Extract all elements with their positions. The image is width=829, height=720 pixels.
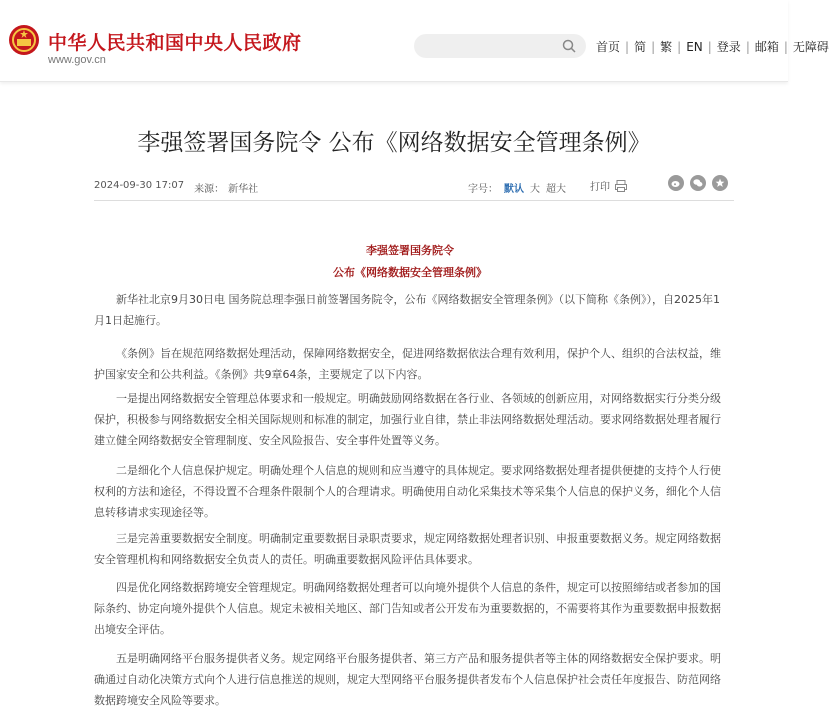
font-size-xlarge[interactable]: 超大 xyxy=(546,184,566,195)
article-paragraph: 新华社北京9月30日电 国务院总理李强日前签署国务院令，公布《网络数据安全管理条例》（以下简称《条例》），自2025年1月1日起施行。 xyxy=(94,293,720,327)
publish-date: 2024-09-30 17:07 xyxy=(94,180,185,191)
print-icon xyxy=(614,179,628,193)
article-meta xyxy=(94,180,268,195)
nav-traditional[interactable]: 繁 xyxy=(660,40,673,54)
favorite-star-icon[interactable] xyxy=(712,175,728,191)
article-paragraph: 《条例》旨在规范网络数据处理活动，保障网络数据安全，促进网络数据依法合理有效利用，保护个人、组织的合法权益，维护国家安全和公共利益。《条例》共9章64条，主要规定了以下内容。 xyxy=(94,347,721,381)
font-size-large[interactable]: 大 xyxy=(530,184,540,195)
font-size-label: 字号： xyxy=(468,184,498,195)
article-paragraph: 一是提出网络数据安全管理总体要求和一般规定。明确鼓励网络数据在各行业、各领域的创新应用，对网络数据实行分类分级保护，积极参与网络数据安全相关国际规则和标准的制定，加强行业自律，禁止非法网络数据处理活动。要求网络数据处理者履行建立健全网络数据安全管理制度、安全风险报告、安全事件处置等义务。 xyxy=(94,392,721,447)
national-emblem-icon[interactable] xyxy=(8,24,40,56)
nav-mail[interactable]: 邮箱 xyxy=(754,40,779,54)
wechat-share-icon[interactable] xyxy=(690,175,706,191)
article-paragraph: 五是明确网络平台服务提供者义务。规定网络平台服务提供者、第三方产品和服务提供者等主体的网络数据安全保护要求。明确通过自动化决策方式向个人进行信息推送的规则，规定大型网络平台服务提供者发布个人信息保护社会责任年度报告、防范网络数据跨境安全风险等要求。 xyxy=(94,652,721,707)
nav-english[interactable]: EN xyxy=(686,39,703,54)
site-header xyxy=(0,0,829,82)
weibo-share-icon[interactable] xyxy=(668,175,684,191)
print-button[interactable] xyxy=(590,178,628,193)
nav-login[interactable]: 登录 xyxy=(716,40,741,54)
source-name: 新华社 xyxy=(228,184,259,195)
nav-home[interactable]: 首页 xyxy=(596,40,621,54)
search-icon[interactable] xyxy=(562,39,576,53)
meta-divider xyxy=(94,200,734,201)
font-size-default[interactable]: 默认 xyxy=(504,184,524,195)
lead-heading-2: 公布《网络数据安全管理条例》 xyxy=(333,266,487,279)
article-paragraph: 三是完善重要数据安全制度。明确制定重要数据目录职责要求，规定网络数据处理者识别、申报重要数据义务。规定网络数据安全管理机构和网络数据安全负责人的责任。明确重要数据风险评估具体要求。 xyxy=(94,532,721,566)
article-paragraph: 四是优化网络数据跨境安全管理规定。明确网络数据处理者可以向境外提供个人信息的条件，规定可以按照缔结或者参加的国际条约、协定向境外提供个人信息。规定未被相关地区、部门告知或者公开发布为重要数据的，不需要将其作为重要数据申报数据出境安全评估。 xyxy=(94,581,721,636)
lead-heading-1: 李强签署国务院令 xyxy=(366,244,454,257)
print-label: 打印 xyxy=(590,182,610,193)
source-label: 来源： xyxy=(194,184,225,195)
font-size-selector xyxy=(468,180,566,195)
site-url[interactable]: www.gov.cn xyxy=(48,54,106,66)
site-title[interactable]: 中华人民共和国中央人民政府 xyxy=(48,32,302,54)
share-buttons xyxy=(662,175,728,191)
search-input[interactable] xyxy=(414,34,586,58)
nav-accessibility[interactable]: 无障碍 xyxy=(792,40,829,54)
article-paragraph: 二是细化个人信息保护规定。明确处理个人信息的规则和应当遵守的具体规定。要求网络数据处理者提供便捷的支持个人行使权利的方法和途径，不得设置不合理条件限制个人的合理请求。明确使用自动化采集技术等采集个人信息的保护义务，细化个人信息转移请求实现途径等。 xyxy=(94,464,721,519)
top-nav: 首页 | 简 | 繁 | EN | 登录 | 邮箱 | 无障碍 xyxy=(596,39,829,54)
article-title: 李强签署国务院令 公布《网络数据安全管理条例》 xyxy=(137,130,651,156)
nav-simplified[interactable]: 简 xyxy=(634,40,647,54)
